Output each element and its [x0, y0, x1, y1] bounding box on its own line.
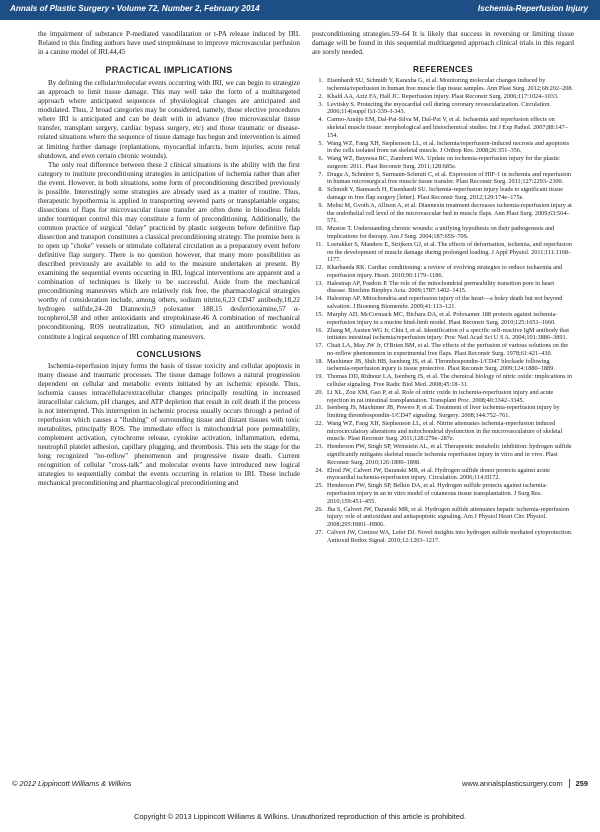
reference-number: 5.	[318, 139, 323, 147]
reference-text: Isenberg JS, Maxhimer JB, Powers P, et al. Treatment of liver ischemia-reperfusion injury by limiting thrombospondin-1/CD47 signaling. Surgery. 2008;144:752–761.	[327, 404, 560, 420]
reference-item	[312, 140, 574, 155]
reference-text: Eisenhardt SU, Schmidt Y, Karaxha G, et al. Monitoring molecular changes induced by ischemia/reperfusion in human free muscle flap tissue samples. Ann Plast Surg. 2012;68:202–208.	[327, 77, 574, 92]
practical-paragraph-2: The only real difference between these 2 clinical situations is the ability with the first category to institute preconditioning strategies in anticipation of ischemia rather than after the event. However, in both situations, some form of preconditioning described previously is possible. Interestingly some strategies are already used as a matter of routine. Thus, therapeutic hypothermia is applied in transporting severed parts or transplantable organs; dissections of flaps for microvascular tissue transfer are often done in bloodless fields under tourniquet control this may constitute a form of preconditioning. Additionally, the common practice of surgical "delay" practiced by plastic surgeons before definitive flap dissection and transport constitutes a classical preconditioning strategy. The premise here is to open up "choke" vessels or stimulate collateral circulation as a preparatory event before definitive flap surgery. There is no question however, that many more possibilities as described previously are available to add to the measure undertaken at present. By examining the sequential events occurring in IRI, logical interventions are apparent and a combination of techniques is likely to be successful. Aside from the mechanical preconditioning maneuvers which are relatively risk free, the pharmacological strategies worthy of consideration include, among others, sodium nitrite,6,23 CD47 antibody,18,22 hydrogen sulfide,24–28 Diannexin,9 poloxamer 188,15 desferrioxamine,57 α-tocopherol,58 and other antioxidants and streptokinase.46 A combination of mechanical preconditioning, ROS neutralization, NO stimulation, and an antithrombotic would constitute a logical sequence of IRI combating maneuvers.	[38, 160, 300, 341]
reference-text: Chait LA, May JW Jr, O'Brien BM, et al. The effects of the perfusion of various solutions on the no-reflow phenomenon in experimental free flaps. Plast Reconstr Surg. 1978;61:421–430.	[327, 342, 569, 357]
reference-item	[312, 101, 574, 116]
reference-text: Jha S, Calvert JW, Daranski MR, et al. Hydrogen sulfide attenuates hepatic ischemia-reperfusion injury: role of antioxidant and antiapoptotic signaling. Am J Physiol Heart Circ Physiol. 2008;295:H801–H806.	[327, 505, 570, 528]
reference-number: 26.	[315, 505, 323, 513]
reference-text: Schmidt Y, Bannasch H, Eisenhardt SU. Ischemia-reperfusion injury leads to significant tissue damage in free flap surgery [letter]. Plast Reconstr Surg. 2012;129:174e–175e.	[327, 186, 564, 202]
reference-number: 24.	[315, 466, 323, 474]
reference-item	[312, 155, 574, 170]
bottom-copyright-notice: Copyright © 2013 Lippincott Williams & Wilkins. Unauthorized reproduction of this article is prohibited.	[133, 812, 467, 821]
reference-text: Kharbanda RK. Cardiac conditioning: a review of evolving strategies to reduce ischaemia and reperfusion injury. Heart. 2010;96:1179–1186.	[327, 264, 563, 279]
reference-text: Wang WZ, Fang XH, Stephenson LL, et al. Ischemia/reperfusion-induced necrosis and apoptosis in the cells isolated from rat skeletal muscle. J Orthop Res. 2008;26:351–356.	[327, 139, 570, 155]
reference-item	[312, 358, 574, 373]
journal-header-bar	[0, 0, 600, 20]
reference-item	[312, 404, 574, 419]
reference-number: 1.	[318, 77, 323, 85]
reference-text: Mustoe T. Understanding chronic wounds: a unifying hypothesis on their pathogenesis and implications for therapy. Am J Surg. 2004;187:65S–70S.	[327, 225, 555, 240]
reference-item	[312, 389, 574, 404]
reference-number: 17.	[315, 342, 323, 350]
reference-text: Khalil AA, Aziz FA, Hall JC. Reperfusion injury. Plast Reconstr Surg. 2006;117:1024–1033.	[327, 92, 559, 100]
intro-paragraph: the impairment of substance P-mediated vasodilatation or t-PA release induced by IRI. Related to this finding authors have used streptokinase to improve microvascular perfusion in a canine model of IRI.44,45	[38, 30, 300, 57]
reference-text: Wang WZ, Fang XH, Stephenson LL, et al. Nitrite attenuates ischemia-reperfusion induced microcirculatory alterations and mitochondrial dysfunction in the microvasculature of skeletal muscle. Plast Reconstr Surg. 2011;128:279e–287e.	[327, 420, 563, 443]
reference-list	[312, 77, 574, 544]
reference-text: Thomas DD, Ridnour LA, Isenberg JS, et al. The chemical biology of nitric oxide: implications in cellular signaling. Free Radic Biol Med. 2008;45:18–31.	[327, 373, 573, 388]
conclusions-heading: CONCLUSIONS	[136, 349, 202, 359]
reference-item	[312, 482, 574, 505]
reference-item	[312, 420, 574, 443]
references-heading: REFERENCES	[413, 65, 473, 75]
continuation-paragraph: postconditioning strategies.59–64 It is likely that success in reversing or limiting tissue damage will be found in this sequential multitargeted approach clinical trials in this regard are sorely needed.	[312, 30, 574, 57]
conclusions-paragraph: Ischemia-reperfusion injury forms the basis of tissue toxicity and cellular apoptosis in many disease and traumatic processes. The tissue damage follows a natural progression dependent on cellular and metabolic events initiated by an ischemic episode. Thus, ischemia causes intracellular/extracellular changes principally resulting in increased intracellular calcium, pH changes, and ATP depletion that result in cell death if the process is not interrupted. This interruption in ischemic process usually occurs through a period of reperfusion which causes a "flushing" of surrounding tissue and distant tissues with toxic metabolites, principally ROS. The immediate effect is mitochondrial pore permeability, complement activation, cytochrome release, cytokine activation, inflammation, edema, neutrophil platelet adhesion, capillary plugging, and thrombosis. This sets the stage for the long recognized "no-reflow" phenomenon and progressive tissue death. Current recognition of cellular "cross-talk" and molecular events have introduced new logical strategies to sequentially combat the events occurring in relation to IRI. These include mechanical preconditioning and pharmacological preconditioning and	[38, 361, 300, 488]
reference-text: Dragu A, Schnürer S, Surmann-Schmitt C, et al. Expression of HIF-1 in ischemia and reperfusion in human microsurgical free muscle tissue transfer. Plast Reconstr Surg. 2011;127:2293–2300.	[327, 170, 572, 186]
reference-text: Henderson PW, Singh SP, Weinstein AL, et al. Therapeutic metabolic inhibition: hydrogen sulfide significantly mitigates skeletal muscle ischemia reperfusion injury in vitro and in vivo. Plast Reconstr Surg. 2010;126:1890–1898.	[327, 443, 572, 466]
reference-item	[312, 202, 574, 225]
reference-text: Halestrap AP, Pasdois P. The role of the mitochondrial permeability transition pore in heart disease. Biochim Biophys Acta. 2009;1787:1402–1415.	[327, 279, 555, 295]
reference-text: Carmo-Araújo EM, Dal-Pai-Silva M, Dal-Pai V, et al. Ischaemia and reperfusion effects on skeletal muscle tissue: morphological and histochemical studies. Int J Exp Pathol. 2007;88:147–154.	[327, 116, 568, 139]
reference-text: Zhang M, Austen WG Jr, Chiu I, et al. Identification of a specific self-reactive IgM antibody that initiates intestinal ischemia/reperfusion injury. Proc Natl Acad Sci U S A. 2004;101:3886–3891.	[327, 326, 569, 342]
right-column	[312, 30, 574, 544]
journal-citation: Annals of Plastic Surgery • Volume 72, Number 2, February 2014	[10, 4, 260, 13]
reference-number: 6.	[318, 155, 323, 163]
reference-item	[312, 116, 574, 139]
reference-text: Li XL, Zou XM, Gao P, et al. Role of nitric oxide in ischemia-reperfusion injury and acute rejection in rat intestinal transplantation. Transplant Proc. 2008;40:3342–3345.	[327, 388, 554, 404]
reference-item	[312, 342, 574, 357]
reference-item	[312, 77, 574, 92]
reference-text: Murphy AD, McCormack MC, Bichara DA, et al. Poloxamer 188 protects against ischemia-reperfusion injury in a murine hind-limb model. Plast Reconstr Surg. 2010;125:1651–1660.	[327, 310, 558, 326]
reference-item	[312, 311, 574, 326]
article-topic: Ischemia-Reperfusion Injury	[477, 4, 588, 13]
reference-number: 7.	[318, 170, 323, 178]
reference-text: Halestrap AP. Mitochondria and reperfusion injury of the heart—a holey death but not beyond salvation. J Bioenerg Biomembr. 2009;41:113–121.	[327, 295, 563, 311]
reference-item	[312, 295, 574, 310]
reference-text: Maxhimer JB, Shih HB, Isenberg JS, et al. Thrombospondin-1/CD47 blockade following ischemia-reperfusion injury is tissue protective. Plast Reconstr Surg. 2009;124:1880–1889.	[327, 357, 555, 373]
reference-item	[312, 225, 574, 240]
reference-number: 20.	[315, 388, 323, 396]
reference-number: 3.	[318, 100, 323, 108]
reference-number: 4.	[318, 116, 323, 124]
reference-number: 12.	[315, 264, 323, 272]
reference-number: 27.	[315, 528, 323, 536]
reference-number: 22.	[315, 420, 323, 428]
reference-number: 23.	[315, 443, 323, 451]
reference-text: Henderson PW, Singh SP, Belkin DA, et al. Hydrogen sulfide protects against ischemia-reperfusion injury in an in vitro model of cutaneous tissue transplantation. J Surg Res. 2010;159:451–455.	[327, 482, 548, 505]
reference-number: 10.	[315, 225, 323, 233]
reference-item	[312, 373, 574, 388]
practical-paragraph-1: By defining the cellular/molecular events occurring with IRI, we can begin to strategize an approach to limit tissue damage. This may well take the form of a multitargeted approach where anticipated sequences of physiological changes are anticipated and modulated. Thus, 2 broad categories may be considered, namely, those elective procedures where IRI is anticipated and can be dealt with in advance (free microvascular tissue transfer, transplant surgery, cardiac bypass surgery, etc) and those traumatic or disease-related situations where the sequence of tissue damage has begun and intervention is aimed at limiting further damage (replantations, myocardial infarcts, burn injuries, acute renal shutdown, and even certain chronic wounds).	[38, 79, 300, 160]
reference-item	[312, 529, 574, 544]
page-number: 259	[569, 779, 588, 788]
reference-text: Elrod JW, Calvert JW, Daranski MR, et al. Hydrogen sulfide donor protects against acute myocardial ischemia-reperfusion injury. Circulation. 2006;114:II172.	[327, 466, 550, 482]
reference-number: 2.	[318, 92, 323, 100]
reference-number: 11.	[315, 240, 323, 248]
reference-item	[312, 186, 574, 201]
footer-right	[462, 779, 588, 788]
reference-number: 25.	[315, 482, 323, 490]
reference-item	[312, 506, 574, 529]
reference-text: Levitsky S. Protecting the myocardial cell during coronary revascularization. Circulation. 2006;114(suppl I):I-339–I-343.	[327, 100, 551, 116]
reference-item	[312, 443, 574, 466]
reference-text: Mohsi M, Gvoth A, Allison A, et al. Diannexin treatment decreases ischemia-reperfusion injury at the endothelial cell level of the microvascular bed in muscle flaps. Ann Plast Surg. 2009;63:564–571.	[327, 201, 572, 225]
reference-number: 9.	[318, 201, 323, 209]
reference-item	[312, 171, 574, 186]
reference-number: 19.	[315, 373, 323, 381]
reference-item	[312, 467, 574, 482]
reference-number: 8.	[318, 186, 323, 194]
reference-item	[312, 280, 574, 295]
left-column	[38, 30, 300, 488]
reference-item	[312, 327, 574, 342]
page-footer	[0, 776, 600, 792]
reference-number: 21.	[315, 404, 323, 412]
reference-number: 14.	[315, 295, 323, 303]
footer-copyright: © 2012 Lippincott Williams & Wilkins	[12, 779, 132, 788]
reference-item	[312, 93, 574, 101]
reference-item	[312, 241, 574, 264]
practical-implications-heading: PRACTICAL IMPLICATIONS	[105, 65, 233, 76]
reference-number: 13.	[315, 279, 323, 287]
journal-website-link[interactable]: www.annalsplasticsurgery.com	[462, 779, 563, 788]
reference-item	[312, 264, 574, 279]
reference-text: Wang WZ, Baynosa RC, Zamboni WA. Update on ischemia-reperfusion injury for the plastic surgeon: 2011. Plast Reconstr Surg. 2011;128:685e.	[327, 155, 560, 170]
reference-text: Loerakker S, Manders E, Strijkers GJ, et al. The effects of deformation, ischemia, and reperfusion on the development of muscle damage during prolonged loading. J Appl Physiol. 2011;111:1168–1177.	[327, 240, 572, 264]
reference-text: Calvert JW, Coetzee WA, Lefer DJ. Novel insights into hydrogen sulfide mediated cytoprotection. Antioxid Redox Signal. 2010;12:1203–1217.	[327, 528, 573, 544]
reference-number: 15.	[315, 310, 323, 318]
reference-number: 18.	[315, 357, 323, 365]
reference-number: 16.	[315, 326, 323, 334]
